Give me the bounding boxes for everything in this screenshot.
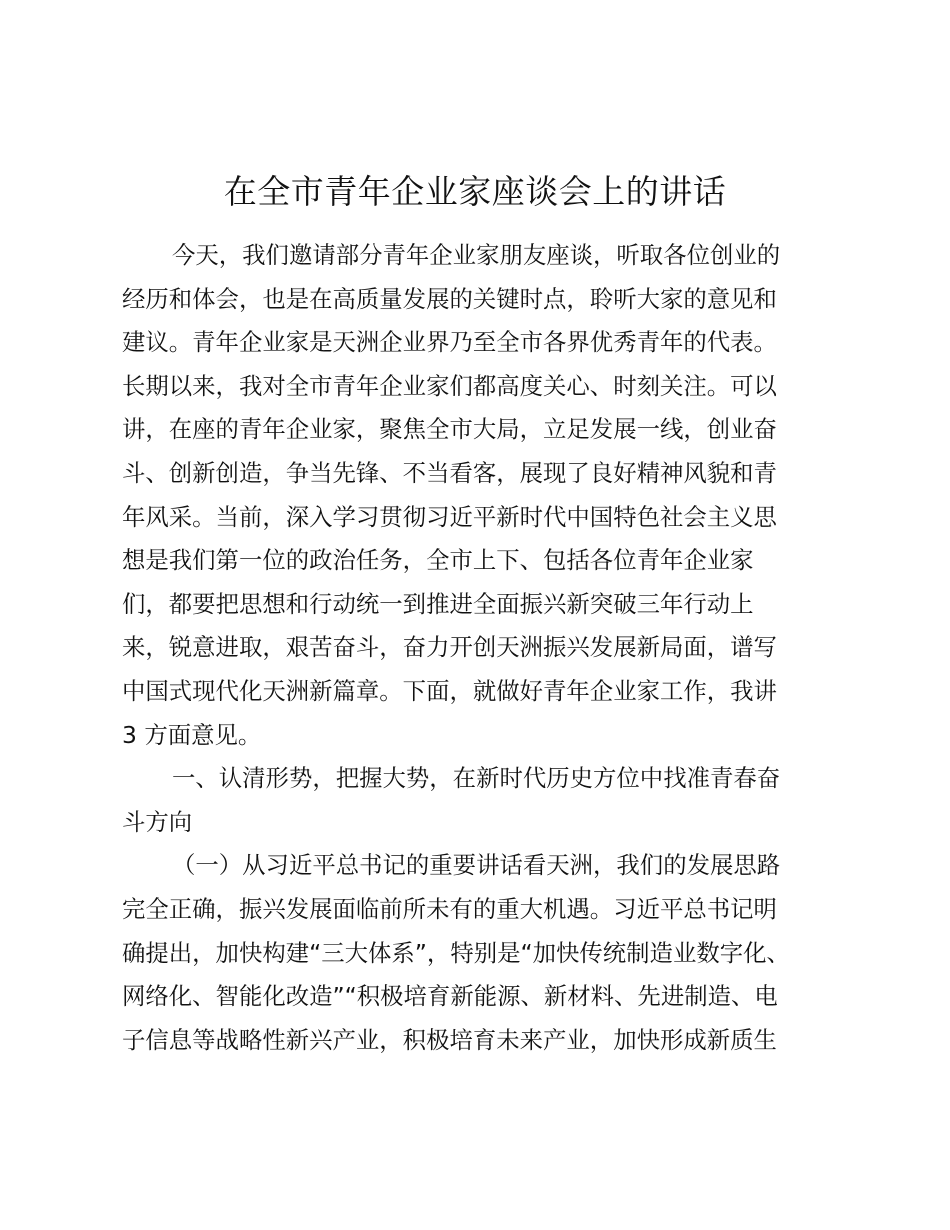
- paragraph-line: 讲，在座的青年企业家，聚焦全市大局，立足发展一线，创业奋: [122, 415, 777, 444]
- paragraph-line: 子信息等战略性新兴产业，积极培育未来产业，加快形成新质生: [122, 1025, 777, 1054]
- paragraph-line: 长期以来，我对全市青年企业家们都高度关心、时刻关注。可以: [122, 371, 777, 400]
- paragraph-line: 斗、创新创造，争当先锋、不当看客，展现了良好精神风貌和青: [122, 458, 777, 487]
- document-body: [122, 234, 827, 1062]
- paragraph-line: 今天，我们邀请部分青年企业家朋友座谈，听取各位创业的: [172, 241, 781, 269]
- paragraph-line: 们，都要把思想和行动统一到推进全面振兴新突破三年行动上: [122, 589, 754, 618]
- paragraph-line: （一）从习近平总书记的重要讲话看天洲，我们的发展思路: [172, 851, 781, 880]
- paragraph-line: 经历和体会，也是在高质量发展的关键时点，聆听大家的意见和: [122, 284, 777, 313]
- section-heading-line: 一、认清形势，把握大势，在新时代历史方位中找准青春奋: [172, 764, 781, 793]
- paragraph-line: 建议。青年企业家是天洲企业界乃至全市各界优秀青年的代表。: [122, 328, 777, 357]
- paragraph-line: 想是我们第一位的政治任务，全市上下、包括各位青年企业家: [122, 546, 754, 575]
- paragraph-line: 网络化、智能化改造”“积极培育新能源、新材料、先进制造、电: [122, 982, 778, 1011]
- paragraph-line: 完全正确，振兴发展面临前所未有的重大机遇。习近平总书记明: [122, 894, 777, 923]
- paragraph-line: 年风采。当前，深入学习贯彻习近平新时代中国特色社会主义思: [122, 502, 777, 531]
- paragraph-line: 3 方面意见。: [122, 720, 262, 749]
- section-heading-line: 斗方向: [122, 807, 193, 836]
- paragraph-line: 来，锐意进取，艰苦奋斗，奋力开创天洲振兴发展新局面，谱写: [122, 633, 777, 662]
- paragraph-line: 确提出，加快构建“三大体系”，特别是“加快传统制造业数字化、: [122, 938, 790, 967]
- document-title: 在全市青年企业家座谈会上的讲话: [223, 172, 727, 211]
- paragraph-line: 中国式现代化天洲新篇章。下面，就做好青年企业家工作，我讲: [122, 676, 777, 705]
